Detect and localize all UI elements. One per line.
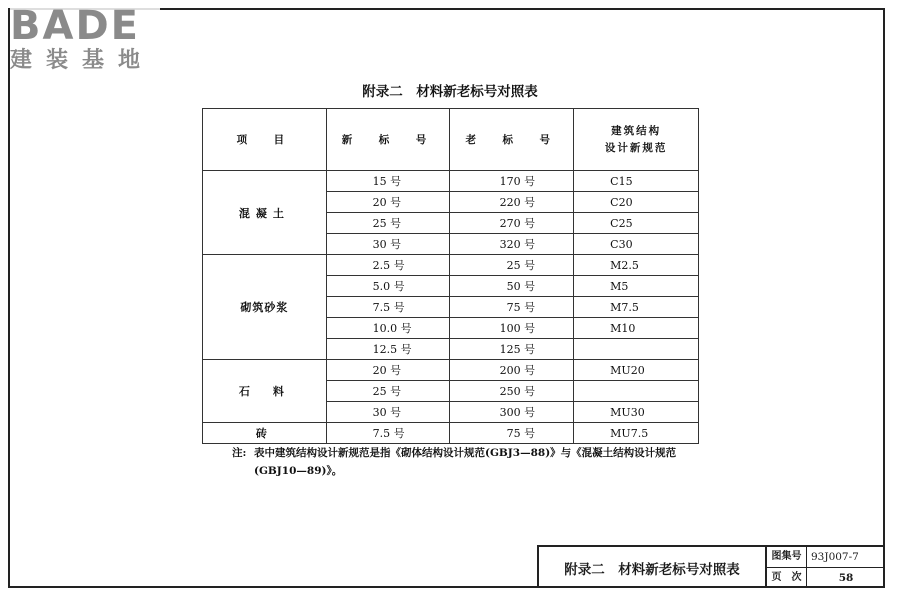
cell-new: 25 号 xyxy=(326,381,450,402)
cell-old: 200 号 xyxy=(450,360,574,381)
cell-code xyxy=(574,339,699,360)
cell-code: M7.5 xyxy=(574,297,699,318)
cell-new: 5.0 号 xyxy=(326,276,450,297)
cell-code: C15 xyxy=(574,171,699,192)
table-row xyxy=(203,171,699,192)
table-row xyxy=(203,360,699,381)
header-design-code-line1: 建筑结构 xyxy=(611,124,662,137)
group-name-brick: 砖 xyxy=(203,423,327,444)
document-title: 附录二 材料新老标号对照表 xyxy=(362,84,538,100)
cell-new: 20 号 xyxy=(326,360,450,381)
cell-new: 2.5 号 xyxy=(326,255,450,276)
cell-new: 20 号 xyxy=(326,192,450,213)
material-grade-table xyxy=(202,108,699,444)
page-row xyxy=(767,568,885,588)
group-name-concrete: 混凝土 xyxy=(203,171,327,255)
cell-new: 12.5 号 xyxy=(326,339,450,360)
header-item: 项 目 xyxy=(203,109,327,171)
header-design-code xyxy=(574,109,699,171)
cell-new: 30 号 xyxy=(326,234,450,255)
cell-new: 30 号 xyxy=(326,402,450,423)
cell-old: 75 号 xyxy=(450,423,574,444)
cell-old: 75 号 xyxy=(450,297,574,318)
cell-code xyxy=(574,381,699,402)
cell-new: 7.5 号 xyxy=(326,297,450,318)
cell-code: M2.5 xyxy=(574,255,699,276)
title-block xyxy=(537,545,885,588)
cell-code: C25 xyxy=(574,213,699,234)
note-label: 注: xyxy=(232,447,247,459)
header-new-grade: 新 标 号 xyxy=(326,109,450,171)
cell-old: 50 号 xyxy=(450,276,574,297)
table-row xyxy=(203,423,699,444)
cell-new: 25 号 xyxy=(326,213,450,234)
cell-old: 125 号 xyxy=(450,339,574,360)
cell-old: 170 号 xyxy=(450,171,574,192)
cell-new: 10.0 号 xyxy=(326,318,450,339)
cell-old: 300 号 xyxy=(450,402,574,423)
table-row xyxy=(203,255,699,276)
watermark-brand: BADE xyxy=(10,3,140,49)
cell-new: 7.5 号 xyxy=(326,423,450,444)
header-old-grade: 老 标 号 xyxy=(450,109,574,171)
group-name-mortar: 砌筑砂浆 xyxy=(203,255,327,360)
cell-old: 270 号 xyxy=(450,213,574,234)
cell-code: MU20 xyxy=(574,360,699,381)
cell-code: MU7.5 xyxy=(574,423,699,444)
cell-code: MU30 xyxy=(574,402,699,423)
atlas-row xyxy=(767,547,885,568)
cell-code: C20 xyxy=(574,192,699,213)
table-note xyxy=(232,444,702,480)
cell-code: C30 xyxy=(574,234,699,255)
atlas-label: 图集号 xyxy=(767,547,807,567)
cell-old: 220 号 xyxy=(450,192,574,213)
watermark-logo xyxy=(10,4,160,74)
cell-new: 15 号 xyxy=(326,171,450,192)
title-block-grid xyxy=(767,547,885,588)
cell-code: M10 xyxy=(574,318,699,339)
page-value: 58 xyxy=(838,572,854,584)
header-design-code-line2: 设计新规范 xyxy=(604,141,668,154)
group-name-stone: 石 料 xyxy=(203,360,327,423)
cell-old: 320 号 xyxy=(450,234,574,255)
cell-code: M5 xyxy=(574,276,699,297)
cell-old: 250 号 xyxy=(450,381,574,402)
page-label: 页 次 xyxy=(767,568,807,588)
atlas-value: 93J007-7 xyxy=(811,551,859,563)
watermark-subtitle: 建装基地 xyxy=(10,48,155,73)
title-block-name: 附录二 材料新老标号对照表 xyxy=(539,547,767,588)
table-header-row xyxy=(203,109,699,171)
note-text: 表中建筑结构设计新规范是指《砌体结构设计规范(GBJ3—88)》与《混凝土结构设计规范(GBJ10—89)》。 xyxy=(254,447,677,477)
cell-old: 25 号 xyxy=(450,255,574,276)
cell-old: 100 号 xyxy=(450,318,574,339)
